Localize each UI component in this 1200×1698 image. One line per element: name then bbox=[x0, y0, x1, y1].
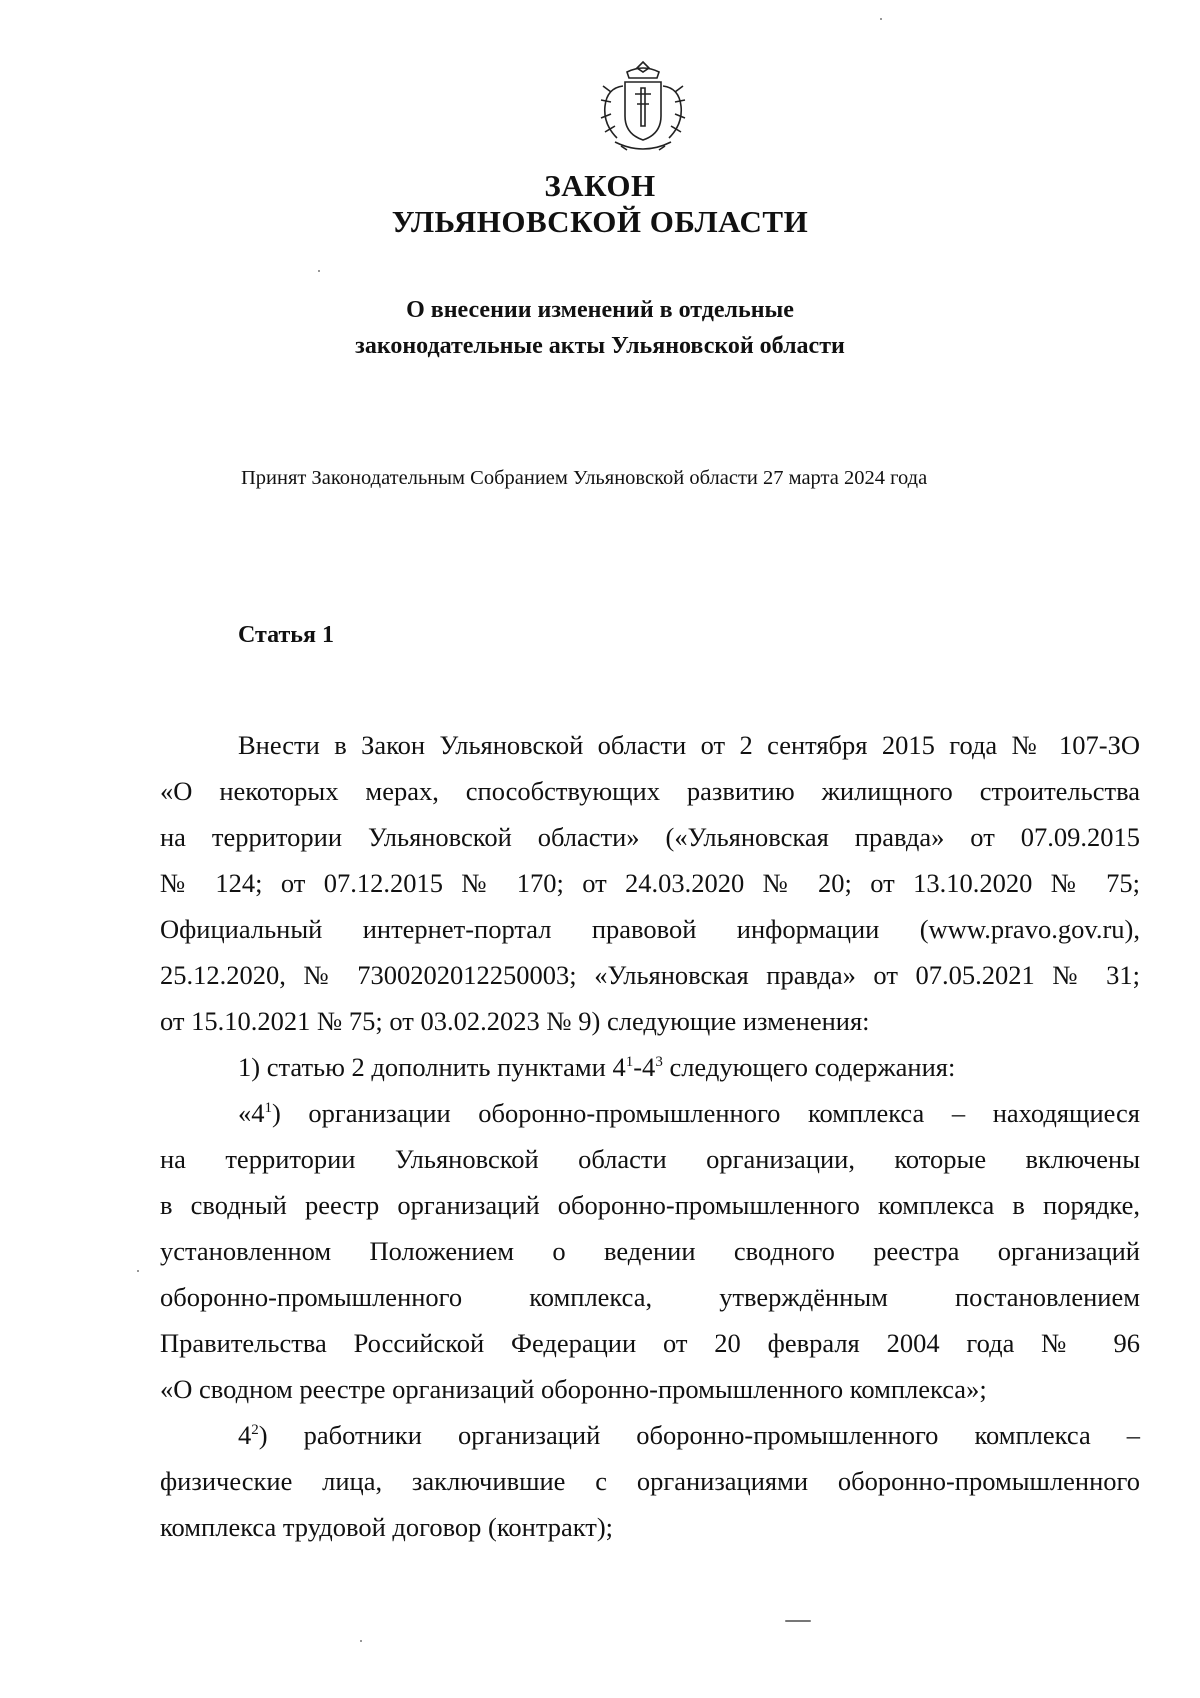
paragraph-line: от 15.10.2021 № 75; от 03.02.2023 № 9) следующие изменения: bbox=[160, 1006, 870, 1036]
subtitle-line-2: законодательные акты Ульяновской области bbox=[355, 333, 845, 359]
scan-speck bbox=[360, 1640, 362, 1642]
point-4-2-first-line: $4^2$) работники организаций оборонно-промышленного комплекса – bbox=[238, 1420, 1140, 1450]
paragraph-line: на территории Ульяновской области» («Ульяновская правда» от 07.09.2015 bbox=[160, 822, 1140, 852]
paragraph-line: установленном Положением о ведении сводного реестра организаций bbox=[160, 1236, 1140, 1266]
paragraph-line: комплекса трудовой договор (контракт); bbox=[160, 1512, 614, 1542]
paragraph-line: Правительства Российской Федерации от 20 февраля 2004 года № 96 bbox=[160, 1328, 1140, 1358]
paragraph-line: Официальный интернет-портал правовой информации (www.pravo.gov.ru), bbox=[160, 914, 1140, 944]
paragraph-line: Внести в Закон Ульяновской области от 2 сентября 2015 года № 107-ЗО bbox=[238, 730, 1140, 760]
point-4-1-first-line: «$4^1$) организации оборонно-промышленного комплекса – находящиеся bbox=[238, 1098, 1140, 1128]
adoption-note: Принят Законодательным Собранием Ульяновской области 27 марта 2024 года bbox=[241, 467, 928, 489]
law-region-title: УЛЬЯНОВСКОЙ ОБЛАСТИ bbox=[391, 204, 809, 239]
paragraph-line: «О некоторых мерах, способствующих развитию жилищного строительства bbox=[160, 776, 1140, 806]
paragraph-line: 25.12.2020, № 7300202012250003; «Ульяновская правда» от 07.05.2021 № 31; bbox=[160, 960, 1140, 990]
scan-speck bbox=[318, 270, 320, 272]
paragraph-line: оборонно-промышленного комплекса, утверждённым постановлением bbox=[160, 1282, 1140, 1312]
paragraph-line: № 124; от 07.12.2015 № 170; от 24.03.2020 № 20; от 13.10.2020 № 75; bbox=[160, 868, 1140, 898]
paragraph-line: «О сводном реестре организаций оборонно-промышленного комплекса»; bbox=[160, 1374, 987, 1404]
law-title: ЗАКОН bbox=[544, 168, 656, 203]
law-subtitle bbox=[0, 292, 1200, 364]
item-1: 1) статью 2 дополнить пунктами $4^1-4^3$ следующего содержания: bbox=[238, 1052, 956, 1082]
article-body bbox=[160, 722, 1140, 1550]
scan-speck bbox=[880, 18, 882, 20]
scan-speck bbox=[137, 1270, 139, 1272]
paragraph-line: физические лица, заключившие с организациями оборонно-промышленного bbox=[160, 1466, 1140, 1496]
article-heading: Статья 1 bbox=[238, 622, 334, 648]
paragraph-line: в сводный реестр организаций оборонно-промышленного комплекса в порядке, bbox=[160, 1190, 1140, 1220]
scan-speck bbox=[785, 1620, 811, 1622]
subtitle-line-1: О внесении изменений в отдельные bbox=[406, 297, 794, 323]
coat-of-arms-emblem bbox=[597, 58, 689, 158]
paragraph-line: на территории Ульяновской области организации, которые включены bbox=[160, 1144, 1140, 1174]
